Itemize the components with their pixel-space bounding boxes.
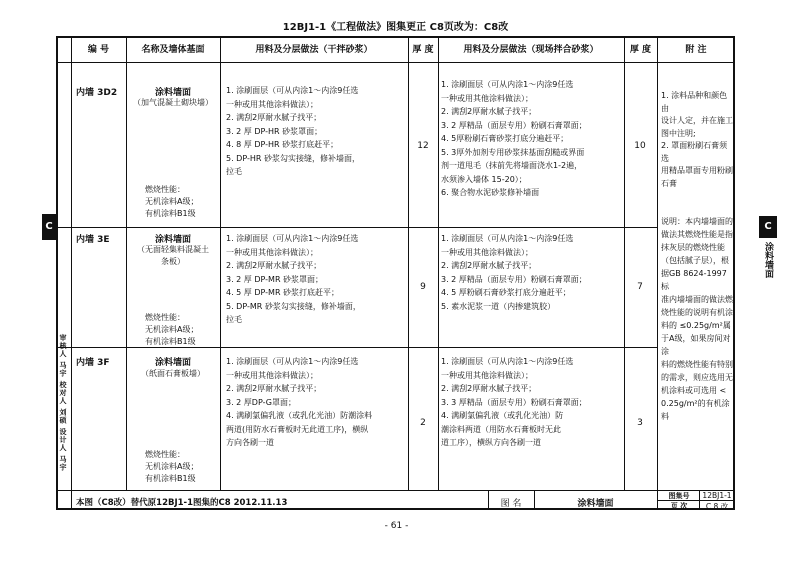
row-code: 内墙 3E xyxy=(76,235,110,245)
page-label: 页 次 xyxy=(670,502,688,510)
row-dry-steps: 1. 涂刷面层（可从内涂1～内涂9任选 一种或用其他涂料做法）； 2. 满刮2厚耐水腻子找平； 3. 2 厚DP-G罩面； 4. 满刷氯偏乳液（或乳化光油）防潮涂料 两道(用防水石膏板时无此道工序)，横纵 方向各刷一道 xyxy=(226,357,373,447)
note-general: 1. 涂料品种和颜色由 设计人定，并在施工 图中注明; 2. 罩面粉刷石膏须选 用精品罩面专用粉刷 石膏 xyxy=(661,91,733,188)
row-site-steps: 1. 涂刷面层（可从内涂1～内涂9任选 一种或用其他涂料做法）； 2. 满刮2厚耐水腻子找平； 3. 2 厚精品（面层专用）粉刷石膏罩面； 4. 5厚粉刷石膏砂浆打底分遍赶平； 5. 3厚外加剂专用砂浆抹基面刮糙或界面 剂一道甩毛（抹前先将墙面浇水1-2遍， 水须渗入墙体 15-20）； 6. 聚合物水泥砂浆修补墙面 xyxy=(441,80,587,197)
col-divider-site-thk xyxy=(657,36,658,510)
page-title: 12BJ1-1《工程做法》图集更正 C8页改为：C8改 xyxy=(282,22,509,33)
header-name: 名称及墙体基面 xyxy=(141,45,205,55)
figure-name-label: 图 名 xyxy=(500,499,522,509)
header-divider xyxy=(56,62,735,63)
atlas-no: 12BJ1-1 xyxy=(702,491,732,500)
row-dry-thickness: 2 xyxy=(420,418,426,428)
row-site-thickness: 10 xyxy=(634,141,646,151)
strip-divider xyxy=(71,36,72,510)
row-dry-steps: 1. 涂刷面层（可从内涂1～内涂9任选 一种或用其他涂料做法）； 2. 满刮2厚耐水腻子找平； 3. 2 厚 DP-HR 砂浆罩面； 4. 8 厚 DP-HR 砂浆打底赶平； 5. DP-HR 砂浆勾实接缝，修补墙面， 拉毛 xyxy=(226,86,360,176)
row-performance: 燃烧性能： 无机涂料A级； 有机涂料B1级 xyxy=(145,450,199,483)
header-code: 编 号 xyxy=(87,45,110,55)
figure-name: 涂料墙面 xyxy=(577,499,614,509)
row-substrate: （无面轻集料混凝土 条板） xyxy=(137,245,209,266)
header-method-site: 用料及分层做法（现场拌合砂浆） xyxy=(463,45,599,55)
col-divider-name xyxy=(220,36,221,490)
header-thickness-site: 厚 度 xyxy=(629,45,652,55)
header-note: 附 注 xyxy=(685,45,707,55)
section-title-right: 涂料墙面 xyxy=(763,242,773,278)
page-number: - 61 - xyxy=(384,521,409,531)
header-thickness-dry: 厚 度 xyxy=(412,45,434,55)
col-divider-dry xyxy=(408,36,409,490)
row-performance: 燃烧性能： 无机涂料A级； 有机涂料B1级 xyxy=(145,185,199,218)
row-dry-steps: 1. 涂刷面层（可从内涂1～内涂9任选 一种或用其他涂料做法）； 2. 满刮2厚耐水腻子找平； 3. 2 厚 DP-MR 砂浆罩面； 4. 5 厚 DP-MR 砂浆打底赶平； 5. DP-MR 砂浆勾实接缝，修补墙面， 拉毛 xyxy=(226,234,361,324)
section-tab-right: C xyxy=(759,216,777,238)
note-explanation: 说明：本内墙墙面的 做法其燃烧性能是指 抹灰层的燃烧性能 （包括腻子层），根 据GB 8624-1997标 准内墙墙面的做法燃 烧性能的说明有机涂 料的 ≤0.25g/m²属 于A级，如果房间对涂 料的燃烧性能有特别 的需求，则应选用无 机涂料或可选用 < 0.25g/m²的有机涂料 xyxy=(661,217,733,421)
row-name: 涂料墙面 xyxy=(154,235,191,245)
row-site-steps: 1. 涂刷面层（可从内涂1～内涂9任选 一种或用其他涂料做法）； 2. 满刮2厚耐水腻子找平； 3. 2 厚精品（面层专用）粉刷石膏罩面； 4. 5 厚粉刷石膏砂浆打底分遍赶平； 5. 素水泥浆一道（内掺建筑胶） xyxy=(441,234,587,311)
col-divider-code xyxy=(126,36,127,490)
atlas-no-label: 图集号 xyxy=(668,492,690,500)
row-substrate: （纸面石膏板墙） xyxy=(141,369,205,378)
row-site-steps: 1. 涂刷面层（可从内涂1～内涂9任选 一种或用其他涂料做法）； 2. 满刮2厚耐水腻子找平； 3. 3 厚精品（面层专用）粉刷石膏罩面； 4. 满刷氯偏乳液（或乳化光油）防 潮涂料两道（用防水石膏板时无此 道工序），横纵方向各刷一道 xyxy=(441,357,587,447)
row-name: 涂料墙面 xyxy=(154,88,191,98)
page-code: C 8 改 xyxy=(705,502,729,511)
row-site-thickness: 3 xyxy=(637,418,643,428)
row-dry-thickness: 12 xyxy=(417,141,429,151)
col-divider-dry-thk xyxy=(438,36,439,490)
row-dry-thickness: 9 xyxy=(420,282,426,292)
signature-strip: 审核人 马宇 校对人 刘硕 设计人 马宇 xyxy=(59,334,67,472)
footer-divider xyxy=(56,490,735,491)
col-divider-site xyxy=(624,36,625,490)
row-code: 内墙 3F xyxy=(76,358,110,368)
row-performance: 燃烧性能： 无机涂料A级； 有机涂料B1级 xyxy=(145,313,199,346)
row-substrate: （加气混凝土砌块墙） xyxy=(133,98,213,107)
row-code: 内墙 3D2 xyxy=(76,88,118,98)
row-site-thickness: 7 xyxy=(637,282,643,292)
replace-note: 本图（C8改）替代原12BJ1-1图集的C8 2012.11.13 xyxy=(76,498,288,508)
row-name: 涂料墙面 xyxy=(154,358,191,368)
row-divider-1 xyxy=(56,227,657,228)
section-tab-left: C xyxy=(42,214,56,240)
header-method-dry: 用料及分层做法（干拌砂浆） xyxy=(255,45,373,55)
